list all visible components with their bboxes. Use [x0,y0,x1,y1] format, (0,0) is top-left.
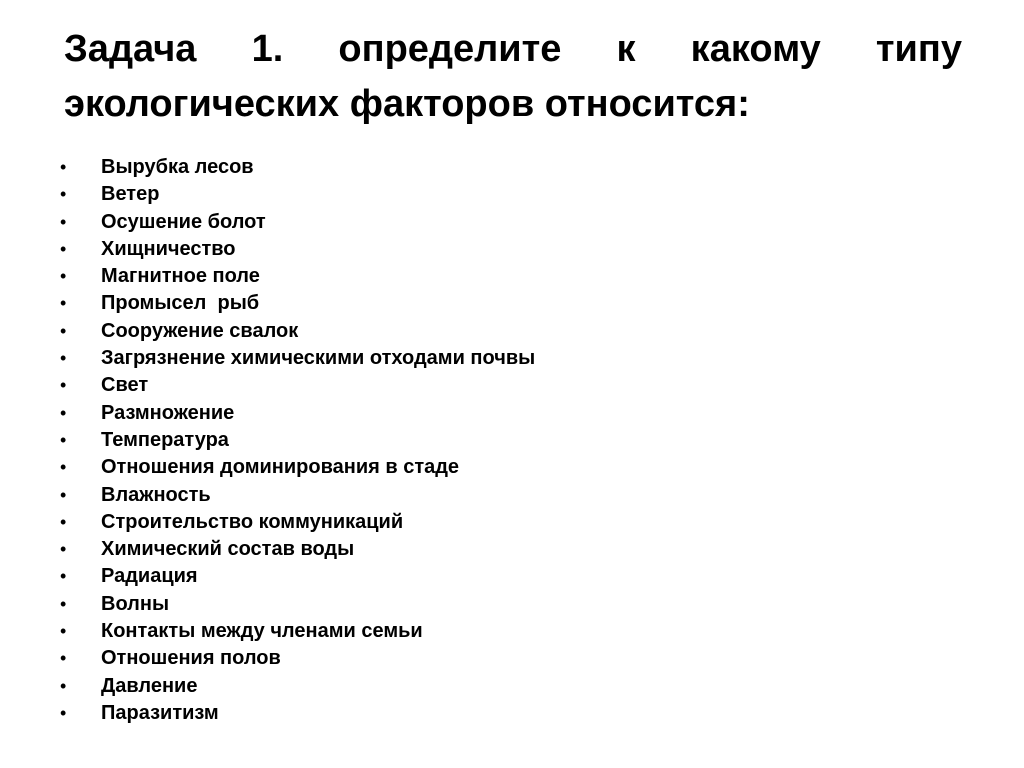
bullet-icon: • [60,702,67,723]
list-item [60,211,535,238]
list-item-text: Свет [101,374,149,397]
list-item-text: Хищничество [101,237,236,260]
list-item [60,565,535,592]
list-item-text: Влажность [101,483,211,506]
list-item [60,620,535,647]
list-item-text: Отношения доминирования в стаде [101,456,460,479]
heading-line-2: экологических факторов относится: [64,83,750,125]
list-item-text: Отношения полов [101,647,281,670]
list-item-text: Давление [101,674,198,697]
list-item-text: Вырубка лесов [101,156,254,178]
list-item-text: Осушение болот [101,210,266,233]
bullet-icon: • [60,484,67,505]
list-item-text: Сооружение свалок [101,319,299,342]
list-item [60,265,535,292]
list-item-text: Радиация [101,565,198,588]
list-item [60,402,535,429]
list-item-text: Паразитизм [101,701,219,724]
list-item-text: Ветер [101,183,160,206]
list-item [60,675,535,702]
bullet-icon: • [60,621,67,642]
bullet-icon: • [60,593,67,614]
task-label: Задача 1. [64,28,284,70]
list-item [60,156,535,183]
bullet-icon: • [60,211,67,232]
list-item [60,484,535,511]
list-item [60,347,535,374]
bullet-icon: • [60,511,67,532]
bullet-icon: • [60,457,67,478]
bullet-icon: • [60,293,67,314]
bullet-icon: • [60,157,67,177]
list-item [60,456,535,483]
list-item-text: Загрязнение химическими отходами почвы [101,347,536,370]
bullet-icon: • [60,429,67,450]
list-item [60,320,535,347]
heading-line-1 [64,22,962,77]
bullet-icon: • [60,539,67,560]
list-item-text: Размножение [101,401,235,424]
list-item [60,238,535,265]
list-item [60,702,535,729]
bullet-icon: • [60,320,67,341]
list-item-text: Контакты между членами семьи [101,620,423,643]
task-heading [64,22,962,132]
list-item [60,511,535,538]
list-item-text: Химический состав воды [101,538,355,561]
list-item [60,593,535,620]
list-item [60,292,535,319]
bullet-icon: • [60,375,67,396]
list-item [60,647,535,674]
heading-line-1-text: определите к какому типу [338,28,962,70]
list-item-text: Промысел рыб [101,292,260,315]
bullet-icon: • [60,675,67,696]
list-item [60,374,535,401]
bullet-icon: • [60,648,67,669]
bullet-icon: • [60,566,67,587]
list-item-text: Магнитное поле [101,265,260,288]
bullet-icon: • [60,238,67,259]
bullet-icon: • [60,266,67,287]
list-item-text: Волны [101,592,170,615]
bullet-icon: • [60,184,67,205]
list-item [60,183,535,210]
bullet-icon: • [60,348,67,369]
list-item [60,538,535,565]
list-item [60,429,535,456]
list-item-text: Температура [101,428,229,451]
list-item-text: Строительство коммуникаций [101,510,404,533]
bullet-icon: • [60,402,67,423]
factor-list [60,156,535,729]
